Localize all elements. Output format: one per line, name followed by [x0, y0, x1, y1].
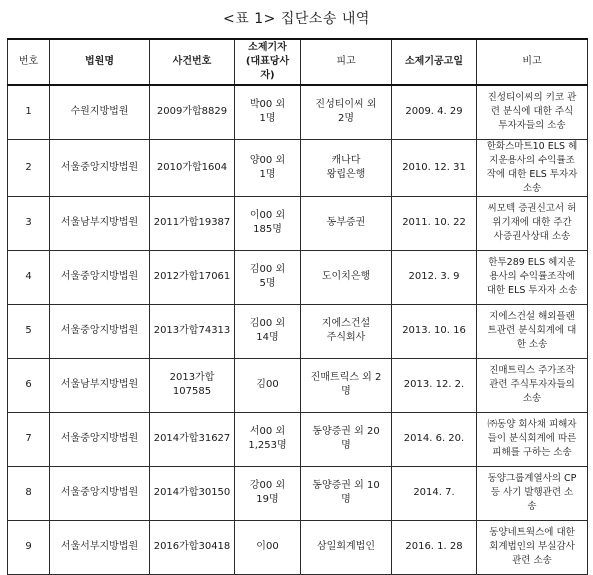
cell-court-text: 수원지방법원	[70, 106, 129, 118]
cell-defendant	[301, 250, 392, 304]
class-action-table	[7, 38, 588, 575]
cell-case-number-text: 2012가합17061	[153, 271, 231, 282]
cell-case-number	[150, 520, 235, 574]
cell-plaintiff	[235, 412, 301, 466]
cell-filing-date	[392, 250, 477, 304]
cell-remarks-text: 지에스건설 해외플랜 트관련 분식회계에 대 한 소송	[487, 311, 577, 350]
table-row	[8, 358, 588, 412]
table-row	[8, 466, 588, 520]
cell-filing-date-text: 2012. 3. 9	[408, 271, 460, 282]
cell-number-text: 1	[25, 106, 32, 118]
cell-number	[8, 85, 50, 139]
cell-defendant-text: 진성티이씨 외 2명	[315, 99, 377, 125]
cell-court-text: 서울중앙지방법원	[60, 271, 139, 282]
cell-filing-date	[392, 304, 477, 358]
cell-plaintiff	[235, 358, 301, 412]
cell-court	[50, 304, 150, 358]
table-row	[8, 520, 588, 574]
cell-case-number-text: 2010가합1604	[156, 161, 228, 173]
cell-plaintiff	[235, 85, 301, 139]
cell-defendant-text: 삼일회계법인	[317, 541, 375, 552]
cell-court-text: 서울중앙지방법원	[60, 325, 139, 336]
cell-court	[50, 520, 150, 574]
cell-number	[8, 196, 50, 250]
cell-case-number	[150, 304, 235, 358]
cell-defendant	[301, 466, 392, 520]
cell-filing-date	[392, 139, 477, 196]
cell-number-text: 7	[25, 433, 32, 444]
cell-remarks-text: 동양네트웍스에 대한 회계법인의 부실감사 관련 소송	[489, 527, 575, 566]
cell-filing-date-text: 2014. 7.	[413, 487, 455, 498]
cell-remarks	[477, 412, 588, 466]
table-header-row	[8, 39, 588, 85]
cell-number-text: 5	[25, 325, 32, 336]
cell-court	[50, 250, 150, 304]
cell-remarks-text: 한화스마트10 ELS 헤 지운용사의 수익률조 작에 대한 ELS 투자자 소송	[486, 140, 578, 194]
cell-filing-date	[392, 358, 477, 412]
table-row	[8, 139, 588, 196]
cell-court	[50, 196, 150, 250]
cell-filing-date	[392, 466, 477, 520]
cell-plaintiff	[235, 196, 301, 250]
cell-remarks-text: ㈜동양 회사채 피해자 들이 분식회계에 따른 피해를 구하는 소송	[487, 419, 577, 458]
cell-plaintiff	[235, 250, 301, 304]
cell-remarks	[477, 85, 588, 139]
cell-remarks	[477, 304, 588, 358]
cell-court	[50, 466, 150, 520]
cell-plaintiff	[235, 139, 301, 196]
cell-number	[8, 466, 50, 520]
cell-plaintiff	[235, 304, 301, 358]
cell-defendant-text: 동부증권	[326, 217, 366, 228]
cell-filing-date-text: 2013. 12. 2.	[403, 379, 465, 390]
cell-defendant-text: 진매트릭스 외 2 명	[310, 372, 382, 397]
cell-filing-date	[392, 196, 477, 250]
cell-court	[50, 412, 150, 466]
cell-case-number	[150, 466, 235, 520]
cell-defendant-text: 지에스건설 주식회사	[321, 318, 371, 343]
cell-court-text: 서울중앙지방법원	[60, 433, 139, 444]
cell-filing-date-text: 2016. 1. 28	[405, 541, 463, 552]
cell-number-text: 3	[25, 217, 32, 228]
cell-defendant	[301, 196, 392, 250]
cell-defendant	[301, 412, 392, 466]
header-number: 번호	[8, 39, 50, 85]
cell-plaintiff-text: 이00	[256, 541, 279, 552]
cell-number	[8, 139, 50, 196]
cell-number-text: 8	[25, 487, 32, 498]
header-case-number: 사건번호	[150, 39, 235, 85]
cell-remarks-text: 씨모텍 증권신고서 허 위기재에 대한 주간 사증권사상대 소송	[487, 203, 577, 242]
cell-plaintiff	[235, 466, 301, 520]
header-defendant: 피고	[301, 39, 392, 85]
cell-defendant	[301, 85, 392, 139]
cell-case-number-text: 2014가합30150	[153, 487, 231, 498]
cell-remarks	[477, 139, 588, 196]
cell-filing-date	[392, 520, 477, 574]
cell-filing-date-text: 2013. 10. 16	[402, 325, 466, 336]
cell-case-number-text: 2014가합31627	[153, 433, 231, 444]
cell-plaintiff-text: 김00 외 14명	[249, 318, 286, 343]
table-row	[8, 304, 588, 358]
header-plaintiff: 소제기자 (대표당사 자)	[235, 39, 301, 85]
cell-filing-date	[392, 412, 477, 466]
cell-number-text: 6	[25, 379, 32, 390]
header-court: 법원명	[50, 39, 150, 85]
cell-filing-date	[392, 85, 477, 139]
cell-remarks	[477, 250, 588, 304]
cell-case-number	[150, 358, 235, 412]
cell-plaintiff-text: 양00 외 1명	[249, 154, 286, 180]
cell-remarks-text: 한투289 ELS 헤지운 용사의 수익률조작에 대한 ELS 투자자 소송	[486, 257, 578, 296]
cell-defendant	[301, 139, 392, 196]
cell-defendant	[301, 358, 392, 412]
table-row	[8, 85, 588, 139]
cell-case-number	[150, 196, 235, 250]
cell-plaintiff-text: 서00 외 1,253명	[248, 426, 287, 451]
cell-case-number	[150, 85, 235, 139]
cell-filing-date-text: 2009. 4. 29	[405, 106, 463, 118]
cell-remarks-text: 동양그룹계열사의 CP 등 사기 발행관련 소 송	[487, 473, 577, 512]
cell-remarks-text: 진매트릭스 주가조작 관련 주식투자자들의 소송	[489, 365, 575, 404]
cell-number-text: 9	[25, 541, 32, 552]
header-filing-date: 소제기공고일	[392, 39, 477, 85]
cell-court-text: 서울서부지방법원	[60, 541, 139, 552]
cell-plaintiff-text: 이00 외 185명	[249, 210, 286, 235]
cell-defendant-text: 동양증권 외 10 명	[312, 480, 380, 505]
cell-court	[50, 358, 150, 412]
cell-court	[50, 85, 150, 139]
cell-remarks	[477, 520, 588, 574]
cell-case-number	[150, 412, 235, 466]
cell-filing-date-text: 2011. 10. 22	[402, 217, 466, 228]
table-row	[8, 196, 588, 250]
cell-court	[50, 139, 150, 196]
header-remarks: 비고	[477, 39, 588, 85]
cell-case-number-text: 2013가합74313	[153, 325, 231, 336]
cell-plaintiff-text: 박00 외 1명	[249, 99, 286, 125]
table-caption: <표 1> 집단소송 내역	[223, 11, 370, 27]
cell-case-number-text: 2011가합19387	[153, 217, 231, 228]
cell-case-number-text: 2009가합8829	[156, 106, 228, 118]
cell-plaintiff-text: 강00 외 19명	[249, 480, 286, 505]
cell-number	[8, 412, 50, 466]
cell-court-text: 서울남부지방법원	[60, 379, 139, 390]
cell-remarks	[477, 196, 588, 250]
cell-case-number-text: 2013가합 107585	[169, 372, 215, 397]
cell-number	[8, 358, 50, 412]
cell-defendant	[301, 520, 392, 574]
cell-remarks	[477, 358, 588, 412]
cell-number	[8, 520, 50, 574]
cell-court-text: 서울중앙지방법원	[60, 161, 139, 173]
cell-remarks	[477, 466, 588, 520]
cell-number	[8, 304, 50, 358]
cell-plaintiff	[235, 520, 301, 574]
cell-case-number-text: 2016가합30418	[153, 541, 231, 552]
cell-plaintiff-text: 김00 외 5명	[249, 264, 286, 289]
cell-court-text: 서울중앙지방법원	[60, 487, 139, 498]
cell-defendant-text: 동양증권 외 20 명	[312, 426, 380, 451]
cell-number-text: 4	[25, 271, 32, 282]
cell-case-number	[150, 250, 235, 304]
cell-defendant	[301, 304, 392, 358]
table-row	[8, 250, 588, 304]
cell-filing-date-text: 2014. 6. 20.	[403, 433, 465, 444]
cell-filing-date-text: 2010. 12. 31	[402, 161, 466, 173]
table-row	[8, 412, 588, 466]
cell-remarks-text: 진성티이씨의 키코 관 련 분식에 대한 주식 투자자들의 소송	[487, 92, 577, 132]
cell-plaintiff-text: 김00	[256, 379, 279, 390]
cell-court-text: 서울남부지방법원	[60, 217, 139, 228]
cell-case-number	[150, 139, 235, 196]
cell-number-text: 2	[25, 161, 32, 173]
cell-number	[8, 250, 50, 304]
cell-defendant-text: 캐나다 왕립은행	[326, 154, 366, 180]
cell-defendant-text: 도이치은행	[321, 271, 371, 282]
